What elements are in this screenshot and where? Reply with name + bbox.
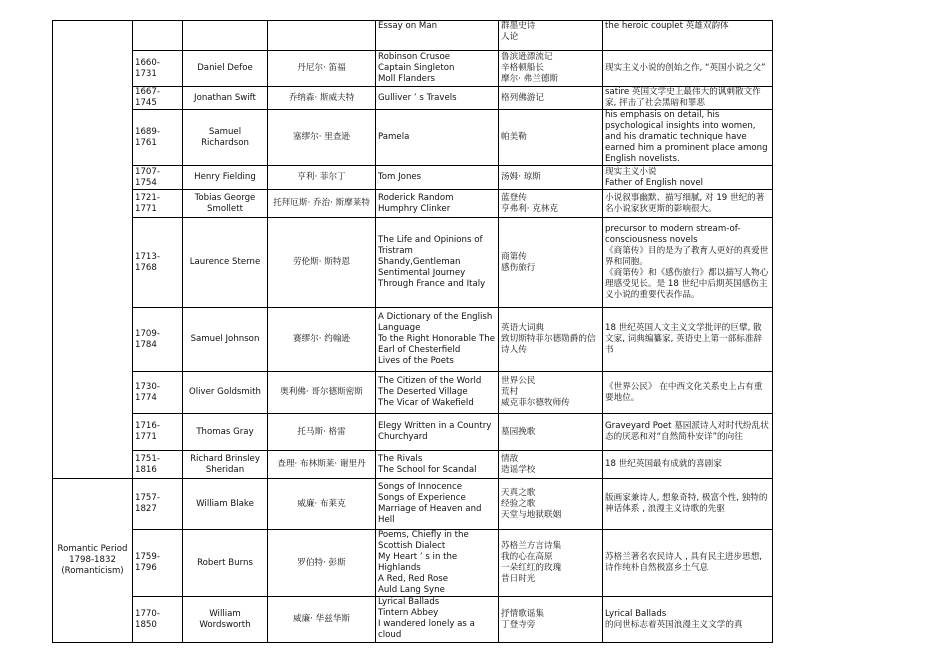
years-cell: 1770-1850 [133,597,183,643]
work-title: The Deserted Village [378,387,468,397]
works-cn-cell [499,21,603,51]
notes-cell [603,308,773,372]
work-title-cn: 丁登寺旁 [501,619,536,630]
table-row [53,87,773,110]
note-text: 小说叙事幽默、描写细腻, 对 19 世纪的著名小说家狄更斯的影响很大。 [605,192,765,214]
note-text: precursor to modern stream-of-consciousness novels [605,224,741,245]
author-name-cell: Richard Brinsley Sheridan [183,451,268,479]
note-text: 苏格兰著名农民诗人 , 具有民主进步思想, 诗作纯朴自然极富乡土气息 [605,552,763,573]
table-row [53,308,773,372]
note-text: 《商第传》目的是为了教育人更好的真爱世界和同胞。 [605,246,769,267]
notes-cell [603,451,773,479]
author-cn-name-cell: 塞缪尔· 里查逊 [268,110,376,166]
author-name-cell [183,21,268,51]
works-cn-cell [499,597,603,643]
author-name-cell: William Blake [183,479,268,530]
work-title-cn: 一朵红红的玫瑰 [501,563,562,573]
work-title: Essay on Man [378,21,438,31]
note-text: satire 英国文学史上最伟大的讽刺散文作家, 抨击了社会黑暗和罪恶 [605,87,761,108]
author-name-cell: Thomas Gray [183,414,268,451]
author-cn-name-cell: 威廉· 华兹华斯 [268,597,376,643]
work-title-cn: 亨弗利· 克林克 [501,203,559,214]
author-name-cell: Jonathan Swift [183,87,268,110]
work-title: I wandered lonely as a cloud [378,619,475,640]
period-alt: (Romanticism) [61,566,124,576]
author-cn-name-cell: 丹尼尔· 笛福 [268,51,376,87]
table-row [53,190,773,218]
work-title-cn: 天堂与地狱联姻 [501,509,562,520]
works-cn-cell [499,372,603,414]
work-title-cn: 格列佛游记 [501,92,544,103]
work-title: A Dictionary of the English Language [378,312,493,333]
author-cn-name-cell: 查理· 布林斯莱· 谢里丹 [268,451,376,479]
works-cell [376,597,499,643]
note-text: his emphasis on detail, his psychological insights into women, and his dramatic technique have earned him a prominent place among English novelists. [605,110,768,164]
author-name-cell: Henry Fielding [183,166,268,190]
notes-cell [603,530,773,597]
work-title-cn: 商第传 [501,251,527,262]
years-cell: 1757-1827 [133,479,183,530]
years-cell: 1707-1754 [133,166,183,190]
author-name-cell: Oliver Goldsmith [183,372,268,414]
table-row [53,414,773,451]
years-cell: 1713-1768 [133,218,183,308]
notes-cell [603,218,773,308]
works-cn-cell [499,87,603,110]
work-title: A Red, Red Rose [378,574,449,584]
note-text: 现实主义小说 [605,166,657,177]
notes-cell [603,597,773,643]
years-cell: 1667-1745 [133,87,183,110]
notes-cell [603,87,773,110]
notes-cell [603,166,773,190]
works-cell [376,308,499,372]
works-cell [376,87,499,110]
note-text: 18 世纪英国最有成就的喜剧家 [605,459,722,469]
years-cell: 1709-1784 [133,308,183,372]
work-title-cn: 感伤旅行 [501,262,536,273]
author-cn-name-cell: 威廉· 布莱克 [268,479,376,530]
works-cn-cell [499,308,603,372]
work-title-cn: 造谣学校 [501,464,536,475]
work-title: The Vicar of Wakefield [378,398,474,408]
works-cell [376,166,499,190]
work-title-cn: 荒村 [501,387,519,397]
work-title-cn: 我的心在高原 [501,552,553,562]
years-cell: 1751-1816 [133,451,183,479]
work-title-cn: 摩尔· 弗兰德斯 [501,74,559,84]
works-cell [376,51,499,87]
author-name-cell: Laurence Sterne [183,218,268,308]
period-cell [53,479,133,643]
work-title-cn: 威克菲尔德牧师传 [501,398,570,408]
works-cn-cell [499,166,603,190]
works-cell [376,218,499,308]
work-title: The Rivals [378,453,423,464]
works-cn-cell [499,451,603,479]
table-row [53,372,773,414]
work-title: My Heart ’ s in the Highlands [378,552,458,573]
table-row [53,597,773,643]
works-cn-cell [499,414,603,451]
author-name-cell: Samuel Richardson [183,110,268,166]
notes-cell [603,21,773,51]
work-title: The Life and Opinions of Tristram Shandy,Gentleman [378,235,483,267]
work-title: The School for Scandal [378,464,477,475]
work-title: Gulliver ’ s Travels [378,92,457,103]
years-cell [133,21,183,51]
table-row [53,218,773,308]
author-cn-name-cell: 劳伦斯· 斯特恩 [268,218,376,308]
work-title: Tintern Abbey [378,608,439,618]
years-cell: 1721-1771 [133,190,183,218]
author-cn-name-cell: 乔纳森· 斯威夫特 [268,87,376,110]
years-cell: 1689-1761 [133,110,183,166]
works-cn-cell [499,110,603,166]
work-title-cn: 天真之歌 [501,487,536,498]
author-cn-name-cell: 亨利· 菲尔丁 [268,166,376,190]
note-text: 的问世标志着英国浪漫主义文学的真 [605,619,743,630]
table-row [53,530,773,597]
notes-cell [603,372,773,414]
work-title: Poems, Chiefly in the Scottish Dialect [378,530,469,551]
author-name-cell: Tobias George Smollett [183,190,268,218]
work-title: Robinson Crusoe [378,52,451,62]
table-row [53,21,773,51]
work-title-cn: 世界公民 [501,376,536,386]
notes-cell [603,51,773,87]
period-dates: 1798-1832 [69,555,116,565]
work-title-cn: 蓝登传 [501,192,527,203]
table-row [53,110,773,166]
years-cell: 1759-1796 [133,530,183,597]
note-text: 现实主义小说的创始之作, “英国小说之父” [605,63,766,73]
work-title: Tom Jones [378,172,422,182]
work-title: The Citizen of the World [378,376,482,386]
work-title: Marriage of Heaven and Hell [378,504,482,525]
work-title: Captain Singleton [378,63,455,73]
author-name-cell: Robert Burns [183,530,268,597]
note-text: Graveyard Poet 墓园派诗人对时代纷乱状态的厌恶和对“自然简朴安详”的向往 [605,421,769,442]
works-cell [376,372,499,414]
notes-cell [603,190,773,218]
note-text: 18 世纪英国人文主义文学批评的巨擘, 散文家, 词典编纂家, 英语史上第一部标准辞书 [605,323,763,355]
work-title-cn: 致切斯特菲尔德勋爵的信 [501,334,596,344]
works-cell [376,190,499,218]
work-title: Auld Lang Syne [378,585,445,595]
work-title: Songs of Innocence [378,482,462,492]
author-cn-name-cell: 托拜厄斯· 乔治· 斯摩莱特 [268,190,376,218]
works-cn-cell [499,479,603,530]
works-cell [376,414,499,451]
table-row [53,166,773,190]
work-title-cn: 抒情歌谣集 [501,608,544,619]
works-cn-cell [499,530,603,597]
work-title: Lives of the Poets [378,356,454,366]
table-row [53,51,773,87]
work-title-cn: 鲁滨逊漂流记 [501,52,553,62]
work-title: Pamela [378,132,410,142]
author-cn-name-cell: 罗伯特· 彭斯 [268,530,376,597]
works-cell [376,21,499,51]
work-title-cn: 墓园挽歌 [501,426,536,437]
note-text: 《世界公民》 在中西文化关系史上占有重要地位。 [605,381,763,403]
works-cn-cell [499,218,603,308]
work-title-cn: 经验之歌 [501,498,536,509]
table-row [53,451,773,479]
work-title-cn: 英语大词典 [501,323,544,333]
work-title-cn: 群墨史诗 [501,21,536,31]
works-cell [376,479,499,530]
works-cell [376,530,499,597]
work-title-cn: 人论 [501,32,519,42]
period-cell-blank [53,21,133,479]
author-name-cell: William Wordsworth [183,597,268,643]
author-cn-name-cell [268,21,376,51]
notes-cell [603,110,773,166]
author-name-cell: Daniel Defoe [183,51,268,87]
author-cn-name-cell: 托马斯· 格雷 [268,414,376,451]
works-cell [376,110,499,166]
work-title-cn: 苏格兰方言诗集 [501,541,562,551]
work-title: Sentimental Journey Through France and Italy [378,268,486,289]
note-text: Father of English novel [605,177,704,188]
note-text: 版画家兼诗人, 想象奇特, 极富个性, 独特的神话体系 , 浪漫主义诗歌的先驱 [605,493,768,514]
work-title-cn: 昔日时光 [501,574,536,584]
years-cell: 1716-1771 [133,414,183,451]
table-row [53,479,773,530]
work-title: Songs of Experience [378,493,466,503]
years-cell: 1730-1774 [133,372,183,414]
works-cell [376,451,499,479]
note-text: the heroic couplet 英雄双韵体 [605,21,729,31]
notes-cell [603,479,773,530]
literature-table [52,20,773,643]
author-cn-name-cell: 奥利佛· 哥尔德斯密斯 [268,372,376,414]
work-title: To the Right Honorable The Earl of Chesterfield [378,334,496,355]
work-title: Moll Flanders [378,74,435,84]
works-cn-cell [499,51,603,87]
notes-cell [603,414,773,451]
work-title-cn: 诗人传 [501,345,527,355]
author-name-cell: Samuel Johnson [183,308,268,372]
period-name: Romantic Period [57,544,128,554]
work-title-cn: 帕美勒 [501,132,527,142]
note-text: 《商第传》和《感伤旅行》都以描写人物心理感受见长。是 18 世纪中后期英国感伤主义小说的重要代表作品。 [605,268,769,300]
author-cn-name-cell: 赛缪尔· 约翰逊 [268,308,376,372]
years-cell: 1660-1731 [133,51,183,87]
work-title-cn: 情敌 [501,453,519,464]
work-title: Lyrical Ballads [378,597,440,607]
works-cn-cell [499,190,603,218]
work-title-cn: 汤姆· 琼斯 [501,172,541,182]
work-title-cn: 辛格顿船长 [501,63,544,73]
work-title: Humphry Clinker [378,203,451,214]
work-title: Roderick Random [378,192,454,203]
note-text: Lyrical Ballads [605,608,667,619]
work-title: Elegy Written in a Country Churchyard [378,421,492,442]
